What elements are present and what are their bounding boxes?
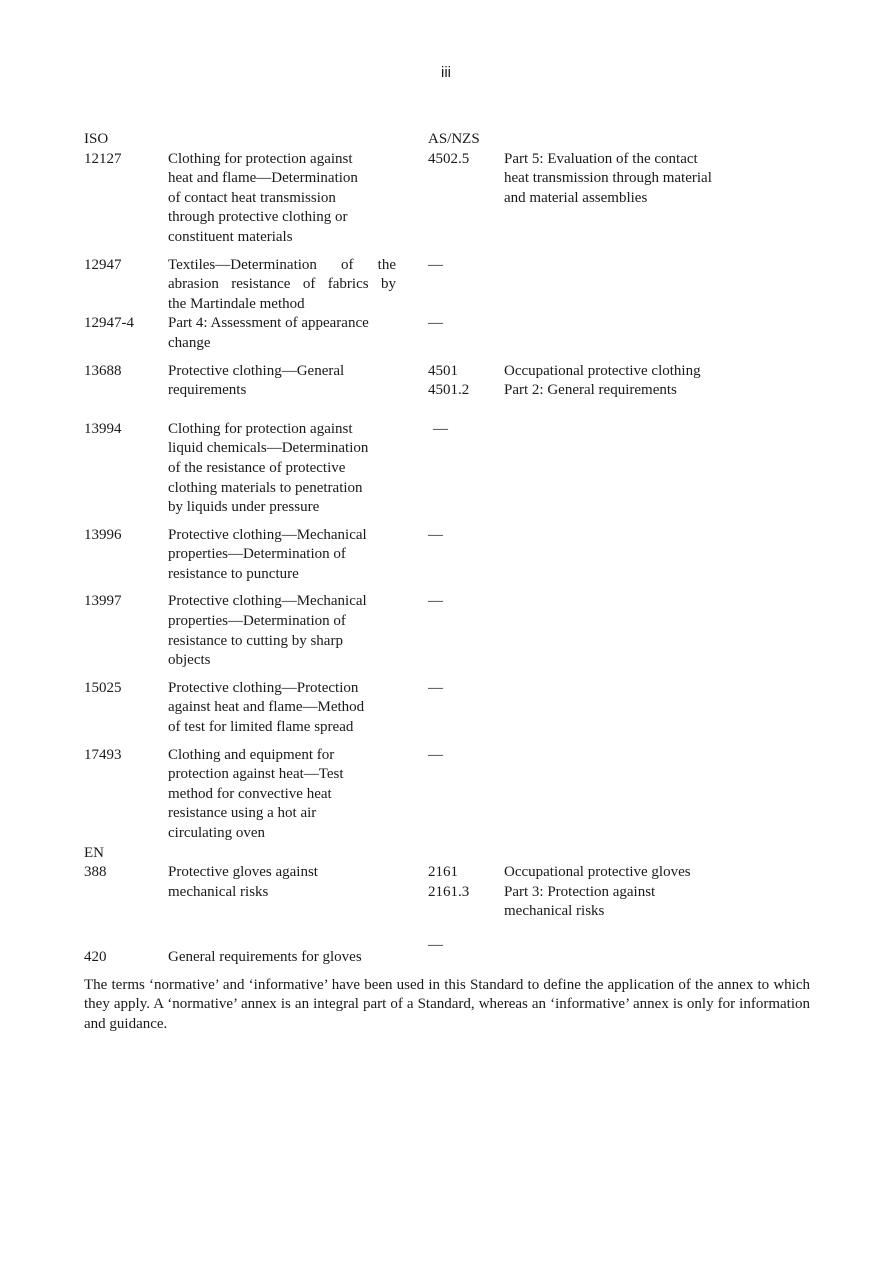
iso-number: 13997 (84, 593, 122, 610)
asnzs-number: — (428, 746, 443, 763)
en-header: EN (84, 844, 104, 861)
asnzs-number: — (428, 315, 443, 332)
table-row (84, 420, 810, 518)
table-row (84, 592, 810, 670)
iso-number: 13996 (84, 526, 122, 543)
iso-title: Protective clothing—Mechanical properties—Determination of resistance to cutting by sharp objects (168, 593, 367, 669)
asnzs-title: Occupational protective gloves Part 3: Protection against mechanical risks (504, 864, 691, 920)
asnzs-title: Part 5: Evaluation of the contact heat transmission through material and material assemblies (504, 150, 712, 206)
asnzs-number: — (428, 679, 443, 696)
table-row (84, 256, 810, 315)
iso-number: 12127 (84, 150, 122, 167)
iso-title: Clothing for protection against heat and flame—Determination of contact heat transmission through protective clothing or constituent materials (168, 150, 358, 245)
iso-title: Protective clothing—General requirements (168, 362, 345, 399)
page-number: iii (441, 64, 451, 81)
asnzs-number: — (428, 526, 443, 543)
table-row (84, 314, 810, 353)
iso-number: 17493 (84, 746, 122, 763)
asnzs-number: 4502.5 (428, 150, 470, 167)
asnzs-number: — (433, 420, 448, 437)
asnzs-header: AS/NZS (428, 131, 480, 147)
asnzs-number: — (428, 936, 443, 953)
iso-title: Part 4: Assessment of appearance change (168, 315, 369, 351)
iso-title: Protective clothing—Mechanical properties—Determination of resistance to puncture (168, 526, 367, 582)
iso-title: Clothing for protection against liquid chemicals—Determination of the resistance of protective clothing materials to penetration by liquids under pressure (168, 420, 369, 516)
table-row (84, 746, 810, 844)
en-title: Protective gloves against mechanical risks (168, 864, 318, 900)
asnzs-number: — (428, 593, 443, 610)
iso-number: 13688 (84, 362, 122, 379)
table-row (84, 526, 810, 585)
iso-number: 15025 (84, 679, 122, 696)
iso-number: 12947-4 (84, 315, 134, 332)
asnzs-number: 2161 2161.3 (428, 864, 470, 900)
reference-table (84, 130, 810, 1049)
en-number: 388 (84, 864, 107, 881)
table-row (84, 936, 810, 968)
iso-title: Clothing and equipment for protection against heat—Test method for convective heat resistance using a hot air circulating oven (168, 746, 344, 841)
en-title: General requirements for gloves (168, 948, 362, 965)
en-header-row (84, 844, 810, 864)
asnzs-number: — (428, 256, 443, 273)
iso-header: ISO (84, 131, 109, 147)
en-number: 420 (84, 948, 107, 965)
table-row (84, 362, 810, 401)
table-row (84, 679, 810, 738)
iso-title: Textiles—Determination of the abrasion resistance of fabrics by the Martindale method (168, 256, 396, 312)
iso-number: 12947 (84, 256, 122, 273)
table-header-row (84, 130, 810, 150)
iso-title: Protective clothing—Protection against heat and flame—Method of test for limited flame spread (168, 679, 365, 736)
table-row (84, 863, 810, 922)
asnzs-title: Occupational protective clothing Part 2: General requirements (504, 362, 701, 399)
asnzs-number: 4501 4501.2 (428, 362, 470, 399)
note-paragraph: The terms ‘normative’ and ‘informative’ have been used in this Standard to define the application of the annex to which they apply. A ‘normative’ annex is an integral part of a Standard, whereas an ‘informative’ annex is only for information and guidance. (84, 976, 810, 1032)
iso-number: 13994 (84, 420, 122, 437)
table-row (84, 150, 810, 248)
